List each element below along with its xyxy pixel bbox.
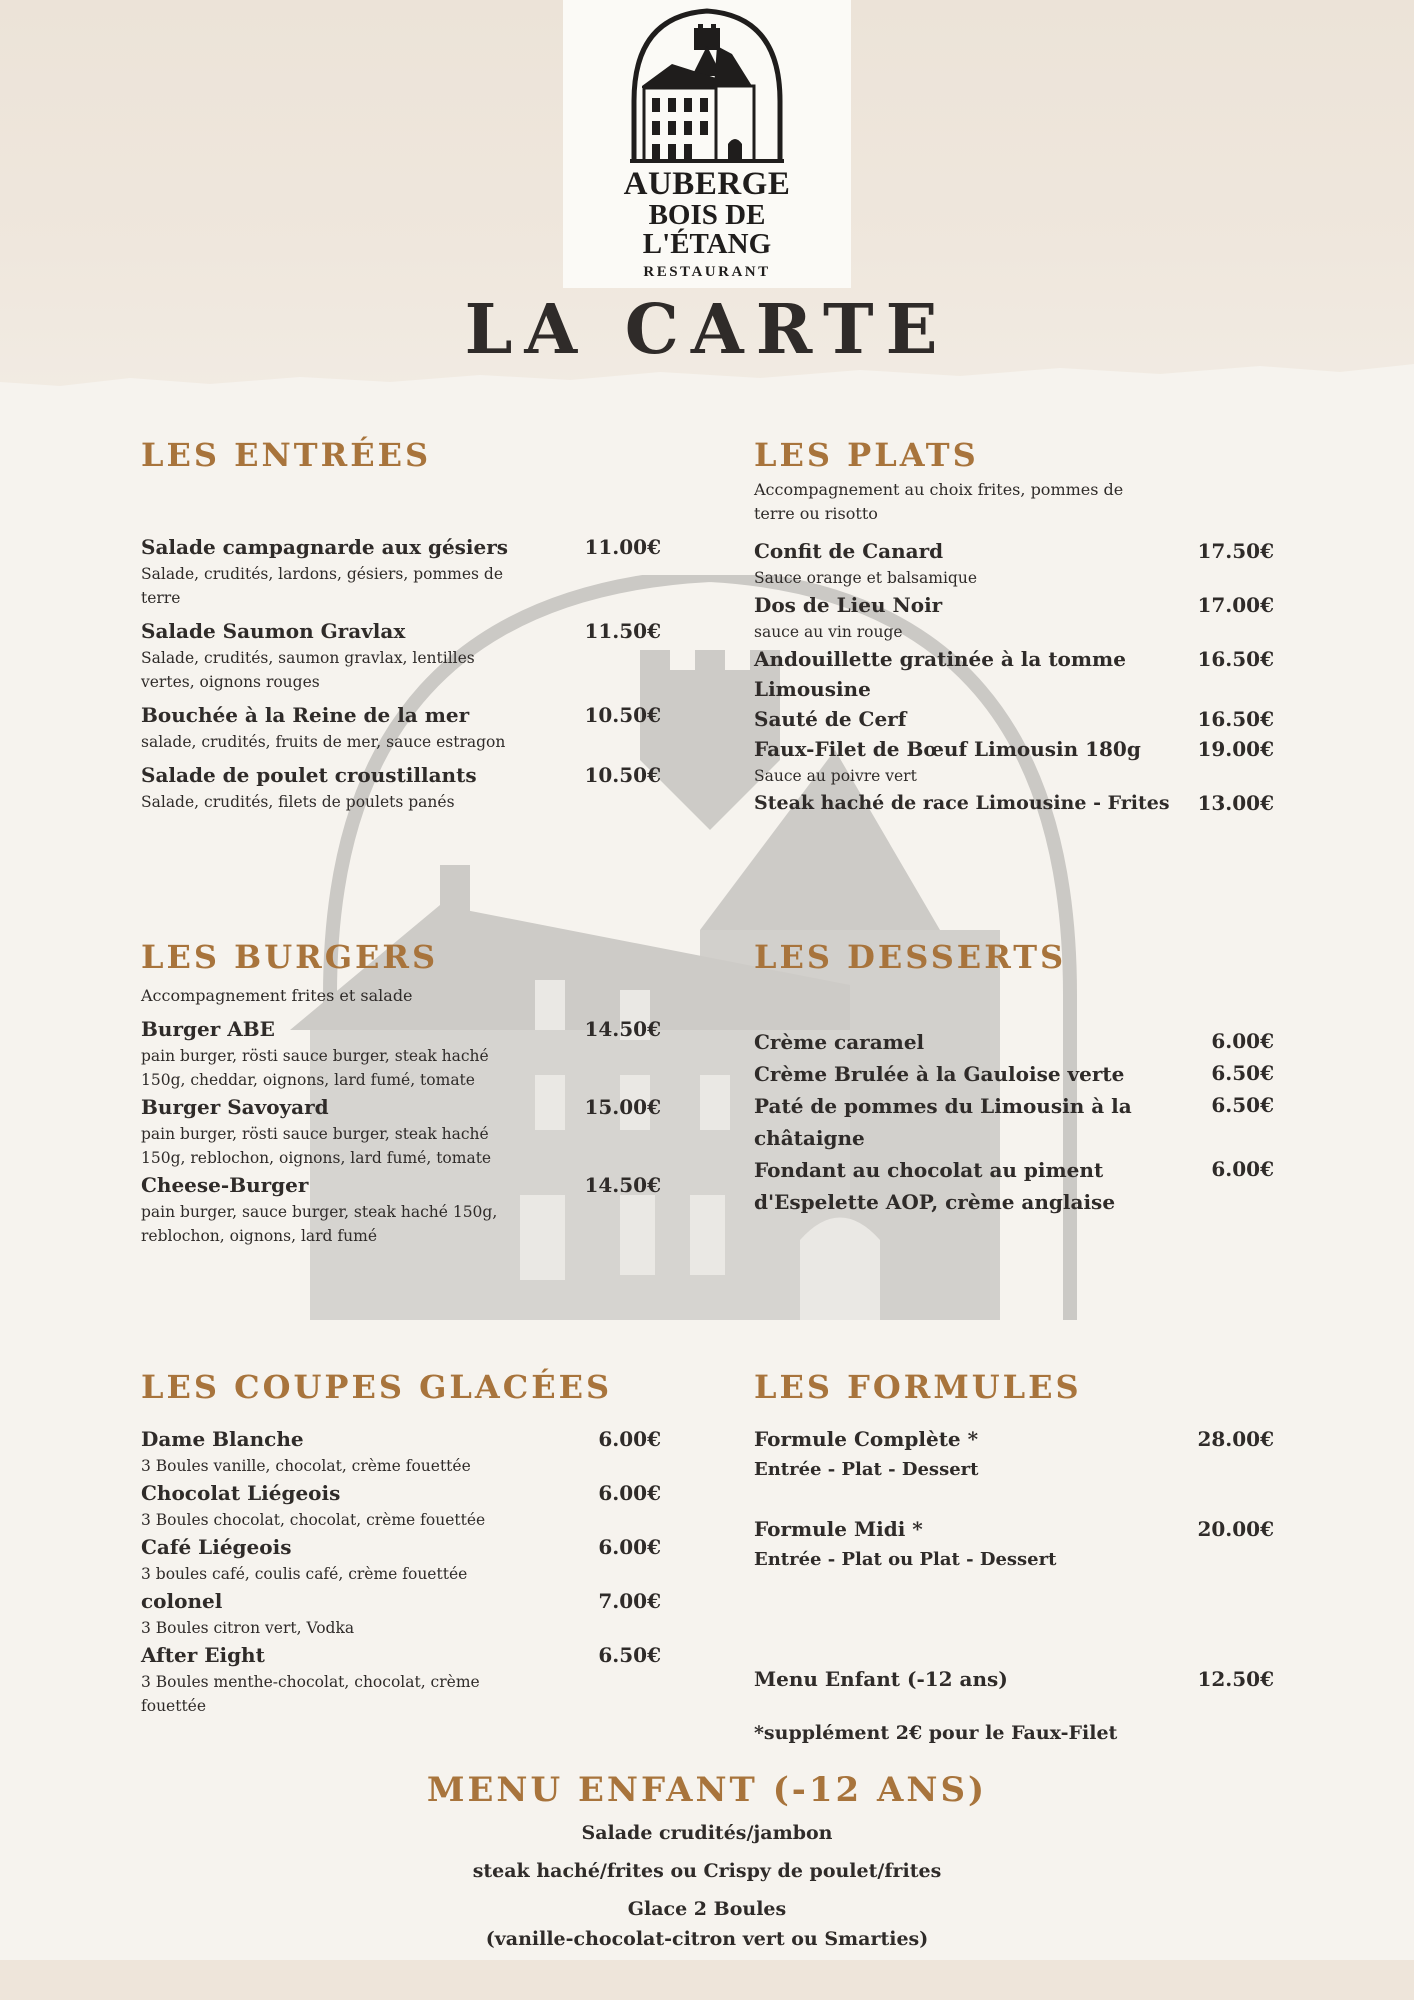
item-price: 28.00€ bbox=[1197, 1427, 1274, 1451]
item-name: Steak haché de race Limousine - Frites bbox=[754, 792, 1170, 814]
section-coupes-glacees bbox=[141, 1368, 661, 1718]
item-price: 6.50€ bbox=[598, 1643, 661, 1667]
item-price: 6.00€ bbox=[598, 1481, 661, 1505]
item-name: Crème caramel bbox=[754, 1030, 925, 1054]
item-price: 20.00€ bbox=[1197, 1517, 1274, 1541]
item-name: Formule Complète * bbox=[754, 1427, 979, 1451]
item-name: Andouillette gratinée à la tomme Limousine bbox=[754, 647, 1126, 701]
menu-item bbox=[141, 1532, 661, 1586]
item-name: Fondant au chocolat au piment d'Espelette AOP, crème anglaise bbox=[754, 1158, 1116, 1214]
item-price: 6.50€ bbox=[1211, 1093, 1274, 1117]
item-price: 6.00€ bbox=[1211, 1029, 1274, 1053]
item-description: 3 boules café, coulis café, crème fouettée bbox=[141, 1565, 468, 1583]
menu-item bbox=[754, 788, 1274, 818]
item-name: Sauté de Cerf bbox=[754, 707, 907, 731]
section-note-burgers: Accompagnement frites et salade bbox=[141, 986, 413, 1005]
section-title-burgers: LES BURGERS bbox=[141, 938, 439, 976]
section-plats bbox=[754, 436, 1274, 818]
item-price: 6.00€ bbox=[598, 1427, 661, 1451]
item-price: 6.50€ bbox=[1211, 1061, 1274, 1085]
item-description: pain burger, rösti sauce burger, steak haché 150g, reblochon, oignons, lard fumé, tomate bbox=[141, 1125, 492, 1167]
logo-line-3: L'ÉTANG bbox=[642, 228, 772, 260]
kids-line-2: steak haché/frites ou Crispy de poulet/frites bbox=[472, 1860, 942, 1882]
item-name: Salade de poulet croustillants bbox=[141, 763, 477, 787]
item-price: 14.50€ bbox=[584, 1173, 661, 1197]
item-name: After Eight bbox=[141, 1643, 265, 1667]
item-price: 16.50€ bbox=[1197, 647, 1274, 671]
item-price: 7.00€ bbox=[598, 1589, 661, 1613]
menu-enfant-row bbox=[754, 1664, 1274, 1694]
menu-item bbox=[754, 536, 1274, 590]
item-price: 15.00€ bbox=[584, 1095, 661, 1119]
bottom-paper-band bbox=[0, 1960, 1414, 2000]
kids-line-4: (vanille-chocolat-citron vert ou Smarties) bbox=[485, 1928, 929, 1950]
item-price: 14.50€ bbox=[584, 1017, 661, 1041]
menu-item bbox=[141, 1092, 661, 1170]
menu-item bbox=[141, 1586, 661, 1640]
section-title-plats: LES PLATS bbox=[754, 436, 979, 474]
item-price: 6.00€ bbox=[1211, 1157, 1274, 1181]
item-name: colonel bbox=[141, 1589, 223, 1613]
restaurant-logo bbox=[563, 0, 851, 288]
supplement-note: *supplément 2€ pour le Faux-Filet bbox=[754, 1722, 1118, 1744]
item-name: Salade campagnarde aux gésiers bbox=[141, 535, 509, 559]
item-name: Cheese-Burger bbox=[141, 1173, 309, 1197]
item-name: Confit de Canard bbox=[754, 539, 944, 563]
menu-item bbox=[754, 1090, 1274, 1154]
section-burgers bbox=[141, 938, 661, 1248]
menu-item bbox=[754, 1514, 1274, 1576]
item-name: Bouchée à la Reine de la mer bbox=[141, 703, 470, 727]
item-name: Burger ABE bbox=[141, 1017, 275, 1041]
item-description: Sauce orange et balsamique bbox=[754, 569, 977, 587]
menu-item bbox=[754, 1154, 1274, 1218]
item-price: 10.50€ bbox=[584, 763, 661, 787]
section-title-desserts: LES DESSERTS bbox=[754, 938, 1067, 976]
item-description: pain burger, sauce burger, steak haché 150g, reblochon, oignons, lard fumé bbox=[141, 1203, 498, 1245]
menu-item bbox=[141, 760, 661, 814]
menu-item bbox=[141, 1424, 661, 1478]
section-entrees bbox=[141, 436, 661, 814]
section-formules bbox=[754, 1368, 1274, 1744]
section-note-plats: Accompagnement au choix frites, pommes de terre ou risotto bbox=[754, 480, 1124, 523]
item-price: 12.50€ bbox=[1197, 1667, 1274, 1691]
section-desserts bbox=[754, 938, 1274, 1218]
item-name: Café Liégeois bbox=[141, 1535, 292, 1559]
menu-item bbox=[754, 1026, 1274, 1058]
item-description: Salade, crudités, filets de poulets panés bbox=[141, 793, 455, 811]
item-description: sauce au vin rouge bbox=[754, 623, 903, 641]
logo-line-1: AUBERGE bbox=[623, 166, 791, 202]
menu-item bbox=[141, 616, 661, 694]
item-name: Dos de Lieu Noir bbox=[754, 593, 943, 617]
castle-logo-icon bbox=[622, 6, 792, 166]
item-price: 19.00€ bbox=[1197, 737, 1274, 761]
item-description: 3 Boules vanille, chocolat, crème fouettée bbox=[141, 1457, 471, 1475]
item-price: 17.00€ bbox=[1197, 593, 1274, 617]
menu-item bbox=[141, 1640, 661, 1718]
menu-item bbox=[754, 644, 1274, 704]
menu-item bbox=[754, 590, 1274, 644]
item-description: salade, crudités, fruits de mer, sauce estragon bbox=[141, 733, 506, 751]
menu-item bbox=[141, 532, 661, 610]
item-name: Burger Savoyard bbox=[141, 1095, 329, 1119]
section-title-entrees: LES ENTRÉES bbox=[141, 436, 432, 474]
item-description: pain burger, rösti sauce burger, steak haché 150g, cheddar, oignons, lard fumé, tomate bbox=[141, 1047, 489, 1089]
section-menu-enfant bbox=[0, 1770, 1414, 1954]
logo-line-4: RESTAURANT bbox=[643, 264, 771, 280]
item-price: 13.00€ bbox=[1197, 791, 1274, 815]
item-name: Dame Blanche bbox=[141, 1427, 304, 1451]
item-name: Formule Midi * bbox=[754, 1517, 923, 1541]
menu-item bbox=[141, 1478, 661, 1532]
page-title: LA CARTE bbox=[464, 290, 950, 370]
item-price: 17.50€ bbox=[1197, 539, 1274, 563]
item-description: 3 Boules citron vert, Vodka bbox=[141, 1619, 355, 1637]
item-description: Entrée - Plat - Dessert bbox=[754, 1459, 979, 1480]
item-name: Chocolat Liégeois bbox=[141, 1481, 341, 1505]
menu-item bbox=[754, 704, 1274, 734]
menu-item bbox=[754, 1424, 1274, 1486]
menu-item bbox=[754, 1058, 1274, 1090]
menu-item bbox=[754, 734, 1274, 788]
item-price: 6.00€ bbox=[598, 1535, 661, 1559]
item-description: Salade, crudités, lardons, gésiers, pommes de terre bbox=[141, 565, 504, 607]
item-name: Menu Enfant (-12 ans) bbox=[754, 1667, 1008, 1691]
menu-item bbox=[141, 1170, 661, 1248]
item-name: Faux-Filet de Bœuf Limousin 180g bbox=[754, 737, 1141, 761]
item-description: Salade, crudités, saumon gravlax, lentilles vertes, oignons rouges bbox=[141, 649, 475, 691]
item-name: Paté de pommes du Limousin à la châtaigne bbox=[754, 1094, 1132, 1150]
item-price: 16.50€ bbox=[1197, 707, 1274, 731]
menu-item bbox=[141, 1014, 661, 1092]
item-name: Crème Brulée à la Gauloise verte bbox=[754, 1062, 1125, 1086]
item-price: 11.50€ bbox=[584, 619, 661, 643]
item-price: 11.00€ bbox=[584, 535, 661, 559]
item-description: 3 Boules menthe-chocolat, chocolat, crème fouettée bbox=[141, 1673, 480, 1715]
item-description: Entrée - Plat ou Plat - Dessert bbox=[754, 1549, 1057, 1570]
kids-line-3: Glace 2 Boules bbox=[627, 1898, 787, 1920]
logo-line-2: BOIS DE bbox=[648, 199, 766, 231]
item-name: Salade Saumon Gravlax bbox=[141, 619, 406, 643]
kids-line-1: Salade crudités/jambon bbox=[581, 1822, 833, 1844]
section-title-formules: LES FORMULES bbox=[754, 1368, 1082, 1406]
section-title-coupes: LES COUPES GLACÉES bbox=[141, 1368, 613, 1406]
item-description: 3 Boules chocolat, chocolat, crème fouettée bbox=[141, 1511, 486, 1529]
menu-item bbox=[141, 700, 661, 754]
item-price: 10.50€ bbox=[584, 703, 661, 727]
section-title-menu-enfant: MENU ENFANT (-12 ANS) bbox=[426, 1770, 988, 1810]
item-description: Sauce au poivre vert bbox=[754, 767, 917, 785]
